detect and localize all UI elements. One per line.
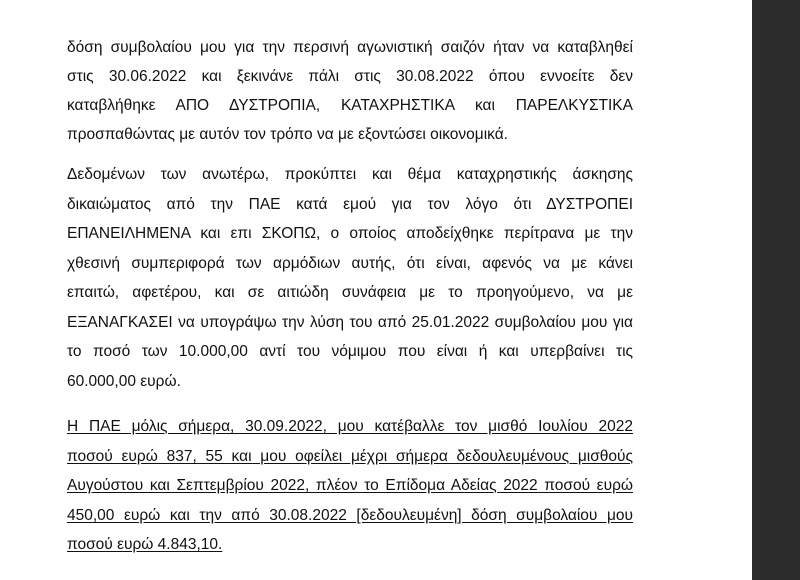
paragraph-line: Αυγούστου και Σεπτεμβρίου 2022, πλέον το Επίδομα Αδείας 2022 ποσού ευρώ [67,477,633,494]
viewer-side-panel [752,0,800,580]
paragraph-line: ΕΞΑΝΑΓΚΑΣΕΙ να υπογράψω την λύση του από 25.01.2022 συμβολαίου μου για [67,314,633,331]
paragraph-line: ποσού ευρώ 837, 55 και μου οφείλει μέχρι σήμερα δεδουλευμένους μισθούς [67,448,633,465]
paragraph-line: επαιτώ, αφετέρου, και σε αιτιώδη συνάφεια με το προηγούμενο, να με [67,284,633,301]
paragraph-line: Δεδομένων των ανωτέρω, προκύπτει και θέμα καταχρηστικής άσκησης [67,166,633,183]
paragraph-line: δόση συμβολαίου μου για την περσινή αγωνιστική σαιζόν ήταν να καταβληθεί [67,39,633,56]
paragraph-line: χθεσινή συμπεριφορά των αρμόδιων αυτής, ότι είναι, αφενός να με κάνει [67,255,633,272]
paragraph-line: ποσού ευρώ 4.843,10. [67,536,223,553]
paragraph-line: 450,00 ευρώ και την από 30.08.2022 [δεδουλευμένη] δόση συμβολαίου μου [67,507,633,524]
paragraph-line: Η ΠΑΕ μόλις σήμερα, 30.09.2022, μου κατέβαλλε τον μισθό Ιουλίου 2022 [67,418,633,435]
paragraph-line: προσπαθώντας με αυτόν τον τρόπο να με εξοντώσει οικονομικά. [67,126,508,143]
paragraph-line: στις 30.06.2022 και ξεκινάνε πάλι στις 30.08.2022 όπου εννοείτε δεν [67,68,633,85]
paragraph-line: 60.000,00 ευρώ. [67,373,181,390]
paragraph-line: ΕΠΑΝΕΙΛΗΜΕΝΑ και επι ΣΚΟΠΩ, ο οποίος αποδείχθηκε περίτρανα με την [67,225,633,242]
paragraph-line: το ποσό των 10.000,00 αντί του νόμιμου που είναι ή και υπερβαίνει τις [67,343,633,360]
paragraph-line: δικαιώματος από την ΠΑΕ κατά εμού για τον λόγο ότι ΔΥΣΤΡΟΠΕΙ [67,196,633,213]
paragraph-line: καταβλήθηκε ΑΠΟ ΔΥΣΤΡΟΠΙΑ, ΚΑΤΑΧΡΗΣΤΙΚΑ και ΠΑΡΕΛΚΥΣΤΙΚΑ [67,97,633,114]
